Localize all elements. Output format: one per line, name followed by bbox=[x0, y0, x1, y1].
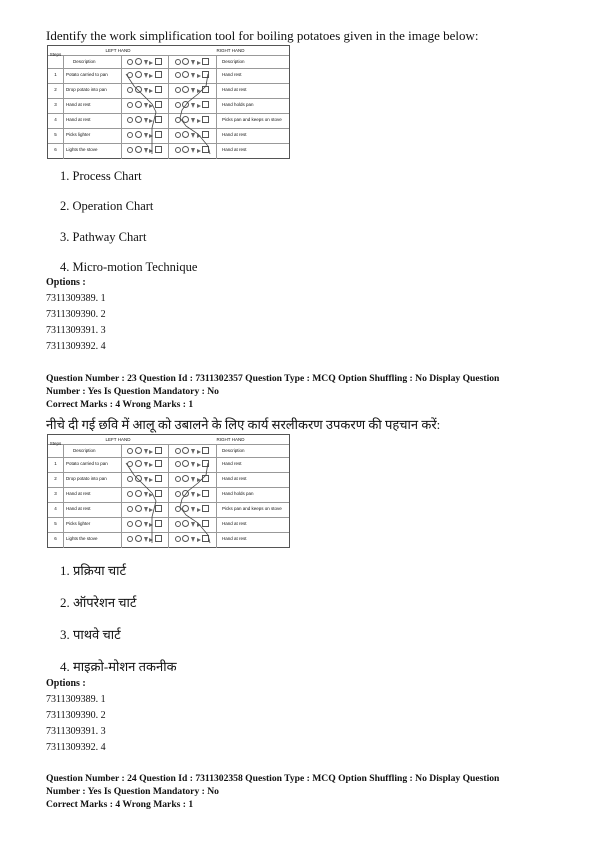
option-id-4: 7311309392. 4 bbox=[46, 341, 106, 352]
process-chart-image bbox=[47, 434, 290, 548]
step-number: 3 bbox=[54, 491, 57, 496]
question-text-hindi: नीचे दी गई छवि में आलू को उबालने के लिए कार्य सरलीकरण उपकरण की पहचान करें: bbox=[46, 417, 441, 432]
option-id-3: 7311309391. 3 bbox=[46, 726, 106, 737]
left-description: Drop potato into pan bbox=[66, 476, 107, 481]
option-2: 2. Operation Chart bbox=[60, 199, 154, 213]
step-number: 5 bbox=[54, 521, 57, 526]
step-number: 6 bbox=[54, 536, 57, 541]
left-description: Hand at rest bbox=[66, 491, 91, 496]
left-hand-header: LEFT HAND bbox=[105, 48, 131, 53]
options-label: Options : bbox=[46, 277, 86, 288]
description-label: Description bbox=[73, 59, 96, 64]
right-description: Hand at rest bbox=[222, 147, 247, 152]
option-3: 3. पाथवे चार्ट bbox=[60, 627, 121, 642]
option-id-1: 7311309389. 1 bbox=[46, 694, 106, 705]
step-number: 1 bbox=[54, 72, 57, 77]
left-description: Hand at rest bbox=[66, 506, 91, 511]
right-description: Hand at rest bbox=[222, 536, 247, 541]
left-description: Lights the stove bbox=[66, 147, 98, 152]
step-number: 1 bbox=[54, 461, 57, 466]
right-description: Hand holds pan bbox=[222, 102, 254, 107]
right-description: Picks pan and keeps on stove bbox=[222, 117, 282, 122]
option-2: 2. ऑपरेशन चार्ट bbox=[60, 595, 137, 610]
left-description: Drop potato into pan bbox=[66, 87, 107, 92]
question-meta-line1: Question Number : 24 Question Id : 7311302358 Question Type : MCQ Option Shuffling : No Display Question bbox=[46, 773, 500, 784]
question-meta-line2: Number : Yes Is Question Mandatory : No bbox=[46, 386, 219, 397]
left-description: Lights the stove bbox=[66, 536, 98, 541]
option-id-3: 7311309391. 3 bbox=[46, 325, 106, 336]
right-description: Hand at rest bbox=[222, 132, 247, 137]
option-4: 4. Micro-motion Technique bbox=[60, 260, 198, 274]
step-number: 4 bbox=[54, 117, 57, 122]
step-number: 4 bbox=[54, 506, 57, 511]
description-label: Description bbox=[222, 59, 245, 64]
right-description: Hand holds pan bbox=[222, 491, 254, 496]
left-description: Hand at rest bbox=[66, 102, 91, 107]
options-label: Options : bbox=[46, 678, 86, 689]
step-number: 2 bbox=[54, 87, 57, 92]
option-id-2: 7311309390. 2 bbox=[46, 309, 106, 320]
step-number: 2 bbox=[54, 476, 57, 481]
right-description: Picks pan and keeps on stove bbox=[222, 506, 282, 511]
right-description: Hand at rest bbox=[222, 476, 247, 481]
option-4: 4. माइक्रो-मोशन तकनीक bbox=[60, 659, 177, 674]
process-chart-image bbox=[47, 45, 290, 159]
question-meta-line2: Number : Yes Is Question Mandatory : No bbox=[46, 786, 219, 797]
steps-label: Steps bbox=[49, 441, 62, 446]
step-number: 5 bbox=[54, 132, 57, 137]
right-description: Hand at rest bbox=[222, 521, 247, 526]
option-id-2: 7311309390. 2 bbox=[46, 710, 106, 721]
right-description: Hand at rest bbox=[222, 87, 247, 92]
option-3: 3. Pathway Chart bbox=[60, 230, 147, 244]
right-hand-header: RIGHT HAND bbox=[216, 437, 245, 442]
question-text: Identify the work simplification tool for boiling potatoes given in the image below: bbox=[46, 28, 479, 43]
left-description: Potato carried to pan bbox=[66, 461, 108, 466]
description-label: Description bbox=[73, 448, 96, 453]
right-description: Hand rest bbox=[222, 461, 242, 466]
option-id-4: 7311309392. 4 bbox=[46, 742, 106, 753]
right-hand-header: RIGHT HAND bbox=[216, 48, 245, 53]
option-1: 1. प्रक्रिया चार्ट bbox=[60, 563, 127, 578]
step-number: 6 bbox=[54, 147, 57, 152]
left-description: Potato carried to pan bbox=[66, 72, 108, 77]
right-description: Hand rest bbox=[222, 72, 242, 77]
flow-lines bbox=[48, 435, 289, 547]
left-description: Picks lighter bbox=[66, 132, 91, 137]
question-meta-line1: Question Number : 23 Question Id : 7311302357 Question Type : MCQ Option Shuffling : No Display Question bbox=[46, 373, 500, 384]
description-label: Description bbox=[222, 448, 245, 453]
left-description: Hand at rest bbox=[66, 117, 91, 122]
option-1: 1. Process Chart bbox=[60, 169, 142, 183]
question-meta-line3: Correct Marks : 4 Wrong Marks : 1 bbox=[46, 799, 194, 810]
left-hand-header: LEFT HAND bbox=[105, 437, 131, 442]
option-id-1: 7311309389. 1 bbox=[46, 293, 106, 304]
question-meta-line3: Correct Marks : 4 Wrong Marks : 1 bbox=[46, 399, 194, 410]
step-number: 3 bbox=[54, 102, 57, 107]
left-description: Picks lighter bbox=[66, 521, 91, 526]
flow-lines bbox=[48, 46, 289, 158]
steps-label: Steps bbox=[49, 52, 62, 57]
